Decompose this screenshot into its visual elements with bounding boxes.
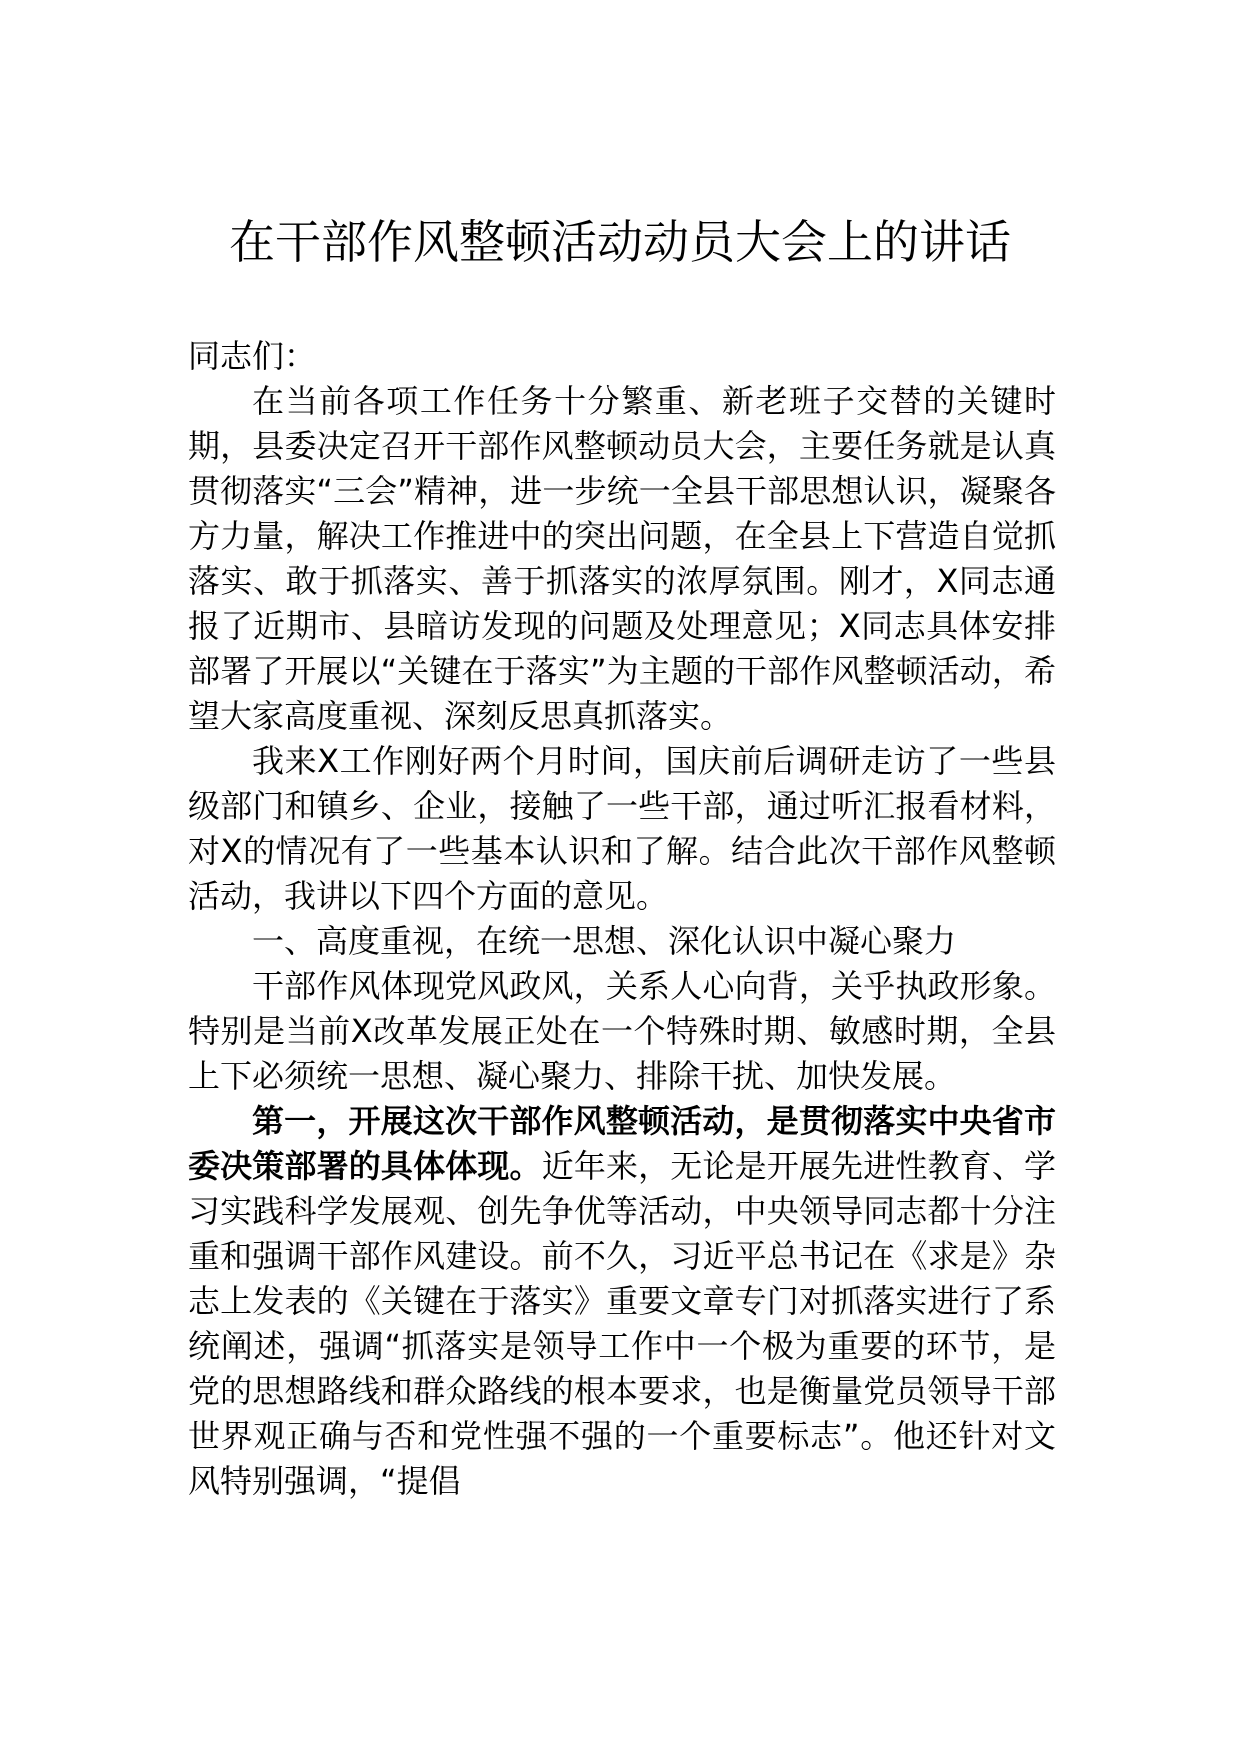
paragraph-point-one [188, 1099, 1056, 1504]
document-body [188, 334, 1056, 1504]
paragraph-background: 我来X工作刚好两个月时间，国庆前后调研走访了一些县级部门和镇乡、企业，接触了一些干部，通过听汇报看材料，对X的情况有了一些基本认识和了解。结合此次干部作风整顿活动，我讲以下四个方面的意见。 [188, 742, 1056, 915]
point-one-text: 近年来，无论是开展先进性教育、学习实践科学发展观、创先争优等活动，中央领导同志都十分注重和强调干部作风建设。前不久，习近平总书记在《求是》杂志上发表的《关键在于落实》重要文章专门对抓落实进行了系统阐述，强调“抓落实是领导工作中一个极为重要的环节，是党的思想路线和群众路线的根本要求，也是衡量党员领导干部世界观正确与否和党性强不强的一个重要标志”。他还针对文风特别强调，“提倡 [188, 1147, 1056, 1500]
document-title: 在干部作风整顿活动动员大会上的讲话 [229, 215, 1011, 269]
section-heading: 一、高度重视，在统一思想、深化认识中凝心聚力 [252, 922, 957, 960]
point-one-lead: 第一，开展这次干部作风整顿活动，是贯彻落实中央省市委决策部署的具体体现。 [188, 1102, 1056, 1185]
salutation: 同志们： [188, 337, 317, 375]
paragraph-section-one: 干部作风体现党风政风，关系人心向背，关乎执政形象。特别是当前X改革发展正处在一个特殊时期、敏感时期，全县上下必须统一思想、凝心聚力、排除干扰、加快发展。 [188, 967, 1056, 1095]
paragraph-intro: 在当前各项工作任务十分繁重、新老班子交替的关键时期，县委决定召开干部作风整顿动员大会，主要任务就是认真贯彻落实“三会”精神，进一步统一全县干部思想认识，凝聚各方力量，解决工作推进中的突出问题，在全县上下营造自觉抓落实、敢于抓落实、善于抓落实的浓厚氛围。刚才，X同志通报了近期市、县暗访发现的问题及处理意见；X同志具体安排部署了开展以“关键在于落实”为主题的干部作风整顿活动，希望大家高度重视、深刻反思真抓落实。 [188, 382, 1056, 735]
